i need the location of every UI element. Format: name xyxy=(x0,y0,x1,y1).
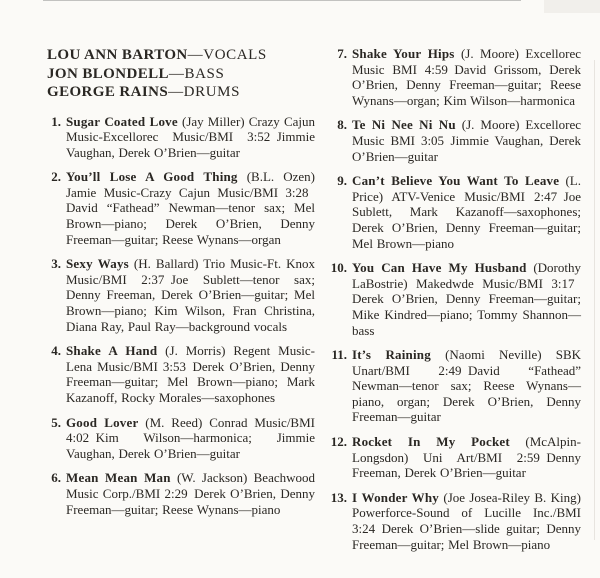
track-title: Sexy Ways xyxy=(66,256,129,272)
track-entry xyxy=(47,343,315,405)
personnel-credits xyxy=(47,46,315,102)
track-title: You’ll Lose A Good Thing xyxy=(66,169,238,185)
track-title: You Can Have My Husband xyxy=(352,260,527,276)
track-number: 13. xyxy=(330,489,347,505)
credit-line xyxy=(47,83,315,102)
track-title: Shake Your Hips xyxy=(352,46,455,61)
track-title: Can’t Believe You Want To Leave xyxy=(352,173,560,189)
track-number: 11. xyxy=(331,347,347,363)
track-details: (J. Morris) Regent Music-Lena Music/BMI 3:53 Derek O’Brien, Denny Freeman—guitar; Mel Brown—piano; Mark Kazanoff, Rocky Morales—saxophones xyxy=(66,343,315,405)
track-number: 4. xyxy=(51,343,61,359)
right-column xyxy=(328,46,581,561)
track-number: 6. xyxy=(51,470,61,486)
track-details: (W. Jackson) Beachwood Music Corp./BMI 2:29 Derek O’Brien, Denny Freeman—guitar; Reese Wynans—piano xyxy=(66,470,316,517)
track-entry xyxy=(328,173,581,251)
track-title: Shake A Hand xyxy=(66,343,158,359)
track-details: (J. Moore) Excellorec Music BMI 4:59 David Grissom, Derek O’Brien, Denny Freeman—guitar; Reese Wynans—organ; Kim Wilson—harmonica xyxy=(352,46,582,108)
track-details: (McAlpin-Longsdon) Uni Art/BMI 2:59 Denny Freeman, Derek O’Brien—guitar xyxy=(352,434,581,481)
scan-right-edge-line xyxy=(594,60,595,540)
artist-name: LOU ANN BARTON xyxy=(47,47,188,63)
artist-role: —BASS xyxy=(168,65,225,82)
track-details: (Jay Miller) Crazy Cajun Music-Excellorec Music/BMI 3:52 Jimmie Vaughan, Derek O’Brien—guitar xyxy=(66,113,315,160)
track-entry xyxy=(328,117,581,164)
track-details: (J. Moore) Excellorec Music BMI 3:05 Jimmie Vaughan, Derek O’Brien—guitar xyxy=(352,117,581,164)
track-details: (H. Ballard) Trio Music-Ft. Knox Music/BMI 2:37 Joe Sublett—tenor sax; Denny Freeman, Derek O’Brien—guitar; Mel Brown—piano; Kim Wilson, Fran Christina, Diana Ray, Paul Ray—background vocals xyxy=(66,256,315,334)
credit-line xyxy=(47,46,315,65)
scan-corner-shading xyxy=(544,0,600,13)
track-entry xyxy=(328,434,581,481)
track-number: 1. xyxy=(51,113,61,129)
track-number: 10. xyxy=(330,260,347,276)
track-number: 3. xyxy=(51,256,61,272)
track-number: 9. xyxy=(337,173,347,189)
track-entry xyxy=(47,256,315,334)
track-title: Te Ni Nee Ni Nu xyxy=(352,117,456,133)
artist-role: —DRUMS xyxy=(168,84,241,100)
track-number: 8. xyxy=(337,117,347,133)
track-details: (L. Price) ATV-Venice Music/BMI 2:47 Joe Sublett, Mark Kazanoff—saxophones; Derek O’Brien, Denny Freeman—guitar; Mel Brown—piano xyxy=(352,173,581,251)
track-entry xyxy=(47,470,315,517)
track-title: I Wonder Why xyxy=(352,489,439,505)
scan-top-rule xyxy=(43,0,521,1)
track-number: 12. xyxy=(330,434,347,450)
track-entry xyxy=(47,114,315,161)
track-entry xyxy=(47,169,315,247)
track-entry xyxy=(328,490,581,552)
track-entry xyxy=(328,46,581,108)
artist-name: JON BLONDELL xyxy=(47,65,169,82)
track-details: (Dorothy LaBostrie) Makedwde Music/BMI 3:17 Derek O’Brien, Denny Freeman—guitar; Mike Kindred—piano; Tommy Shannon—bass xyxy=(352,260,581,338)
track-title: Mean Mean Man xyxy=(66,470,171,486)
left-column xyxy=(47,46,315,526)
track-details: (B.L. Ozen) Jamie Music-Crazy Cajun Music/BMI 3:28 David “Fathead” Newman—tenor sax; Mel Brown—piano; Derek O’Brien, Denny Freeman—guitar; Reese Wynans—organ xyxy=(66,169,315,247)
track-number: 5. xyxy=(51,414,61,430)
track-entry xyxy=(328,347,581,425)
artist-role: —VOCALS xyxy=(187,47,267,63)
track-title: Rocket In My Pocket xyxy=(352,434,510,450)
track-title: It’s Raining xyxy=(352,347,431,363)
track-details: (M. Reed) Conrad Music/BMI 4:02 Kim Wilson—harmonica; Jimmie Vaughan, Derek O’Brien—guitar xyxy=(66,414,315,461)
track-number: 2. xyxy=(51,169,61,185)
track-details: (Naomi Neville) SBK Unart/BMI 2:49 David “Fathead” Newman—tenor sax; Reese Wynans—piano, organ; Derek O’Brien, Denny Freeman—guitar xyxy=(352,347,581,425)
track-entry xyxy=(47,415,315,462)
credit-line xyxy=(47,65,315,84)
track-number: 7. xyxy=(337,46,347,61)
track-details: (Joe Josea-Riley B. King) Powerforce-Sound of Lucille Inc./BMI 3:24 Derek O’Brien—slide guitar; Denny Freeman—guitar; Mel Brown—piano xyxy=(352,489,581,552)
track-entry xyxy=(328,260,581,338)
track-title: Good Lover xyxy=(66,414,139,430)
track-title: Sugar Coated Love xyxy=(66,113,178,129)
artist-name: GEORGE RAINS xyxy=(47,84,169,100)
